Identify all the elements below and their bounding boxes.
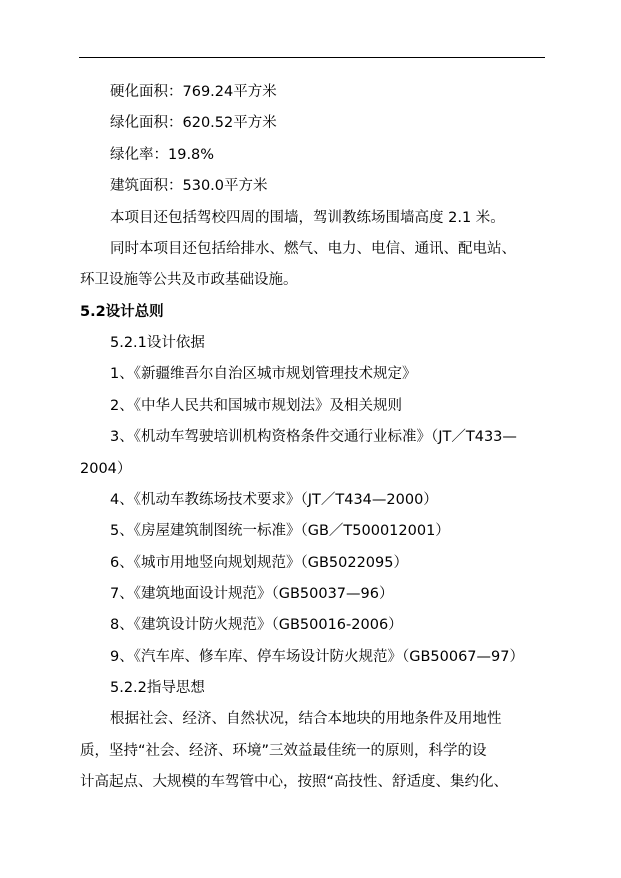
subsection-heading: 5.2.2指导思想 xyxy=(110,680,205,696)
list-item: 3、《机动车驾驶培训机构资格条件交通行业标准》（JT／T433— xyxy=(110,429,517,445)
list-item: 6、《城市用地竖向规划规范》（GB5022095） xyxy=(110,555,408,571)
list-item: 2、《中华人民共和国城市规划法》及相关规则 xyxy=(110,398,402,414)
header-rule xyxy=(79,57,545,58)
list-item: 1、《新疆维吾尔自治区城市规划管理技术规定》 xyxy=(110,366,417,382)
text-line: 硬化面积：769.24平方米 xyxy=(110,84,277,100)
text-line: 环卫设施等公共及市政基础设施。 xyxy=(80,272,298,288)
subsection-heading: 5.2.1设计依据 xyxy=(110,335,205,351)
section-heading: 5.2设计总则 xyxy=(80,304,164,320)
list-item: 7、《建筑地面设计规范》（GB50037—96） xyxy=(110,586,394,602)
list-item: 4、《机动车教练场技术要求》（JT／T434—2000） xyxy=(110,492,438,508)
text-line: 计高起点、大规模的车驾管中心，按照“高技性、舒适度、集约化、 xyxy=(80,774,509,790)
text-line: 建筑面积：530.0平方米 xyxy=(110,178,268,194)
list-item: 9、《汽车库、修车库、停车场设计防火规范》（GB50067—97） xyxy=(110,649,524,665)
text-line: 本项目还包括驾校四周的围墙，驾训教练场围墙高度 2.1 米。 xyxy=(110,210,505,226)
text-line: 根据社会、经济、自然状况，结合本地块的用地条件及用地性 xyxy=(110,711,502,727)
list-item-continuation: 2004） xyxy=(80,461,132,477)
list-item: 5、《房屋建筑制图统一标准》（GB／T500012001） xyxy=(110,523,450,539)
text-line: 同时本项目还包括给排水、燃气、电力、电信、通讯、配电站、 xyxy=(110,241,516,257)
text-line: 绿化面积：620.52平方米 xyxy=(110,115,277,131)
list-item: 8、《建筑设计防火规范》（GB50016-2006） xyxy=(110,617,403,633)
text-line: 质，坚持“社会、经济、环境”三效益最佳统一的原则，科学的设 xyxy=(80,743,487,759)
text-line: 绿化率：19.8% xyxy=(110,147,215,163)
